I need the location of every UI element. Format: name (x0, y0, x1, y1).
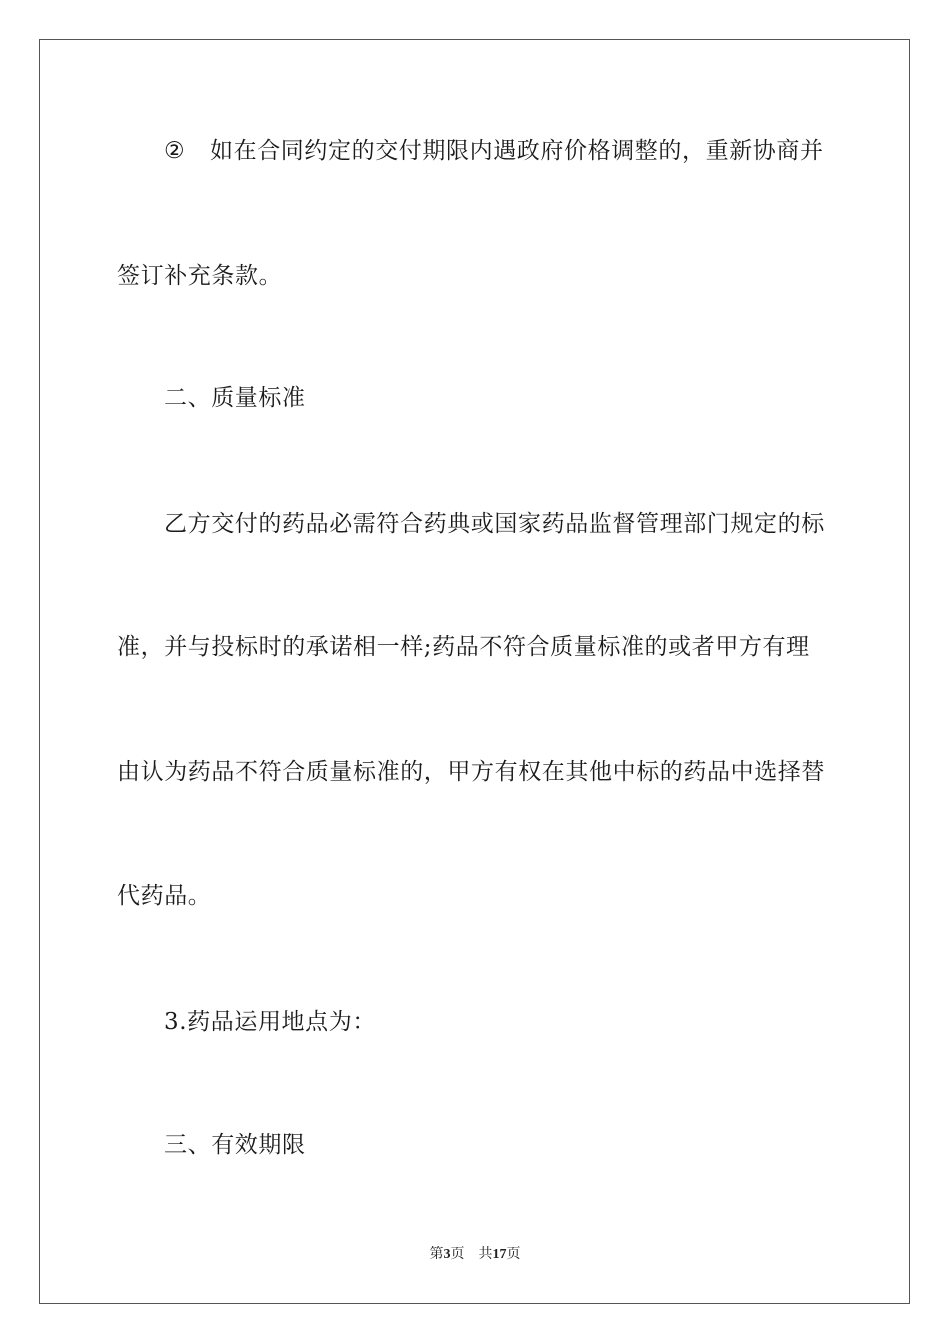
list-marker: ② (164, 138, 186, 164)
paragraph-1-line-2: 签订补充条款。 (117, 263, 283, 289)
total-prefix: 共 (478, 1247, 493, 1262)
paragraph-2-line-2: 准，并与投标时的承诺相一样;药品不符合质量标准的或者甲方有理 (117, 634, 810, 660)
total-pages: 17 (492, 1247, 507, 1262)
paragraph-1-line-1 (164, 136, 824, 166)
page-suffix: 页 (450, 1247, 465, 1262)
total-suffix: 页 (506, 1247, 521, 1262)
page-number: 3 (443, 1247, 451, 1262)
section-2-heading: 二、质量标准 (164, 385, 306, 411)
paragraph-2-line-1: 乙方交付的药品必需符合药典或国家药品监督管理部门规定的标 (164, 511, 825, 537)
section-3-heading: 三、有效期限 (164, 1132, 306, 1158)
paragraph-2-line-4: 代药品。 (117, 883, 212, 909)
paragraph-1-text: 如在合同约定的交付期限内遇政府价格调整的，重新协商并 (210, 138, 824, 164)
item-3: 3.药品运用地点为： (164, 1009, 376, 1035)
paragraph-2-line-3: 由认为药品不符合质量标准的，甲方有权在其他中标的药品中选择替 (117, 759, 825, 785)
page-footer (0, 1246, 950, 1264)
page-prefix: 第 (429, 1247, 444, 1262)
page-frame (39, 39, 910, 1304)
